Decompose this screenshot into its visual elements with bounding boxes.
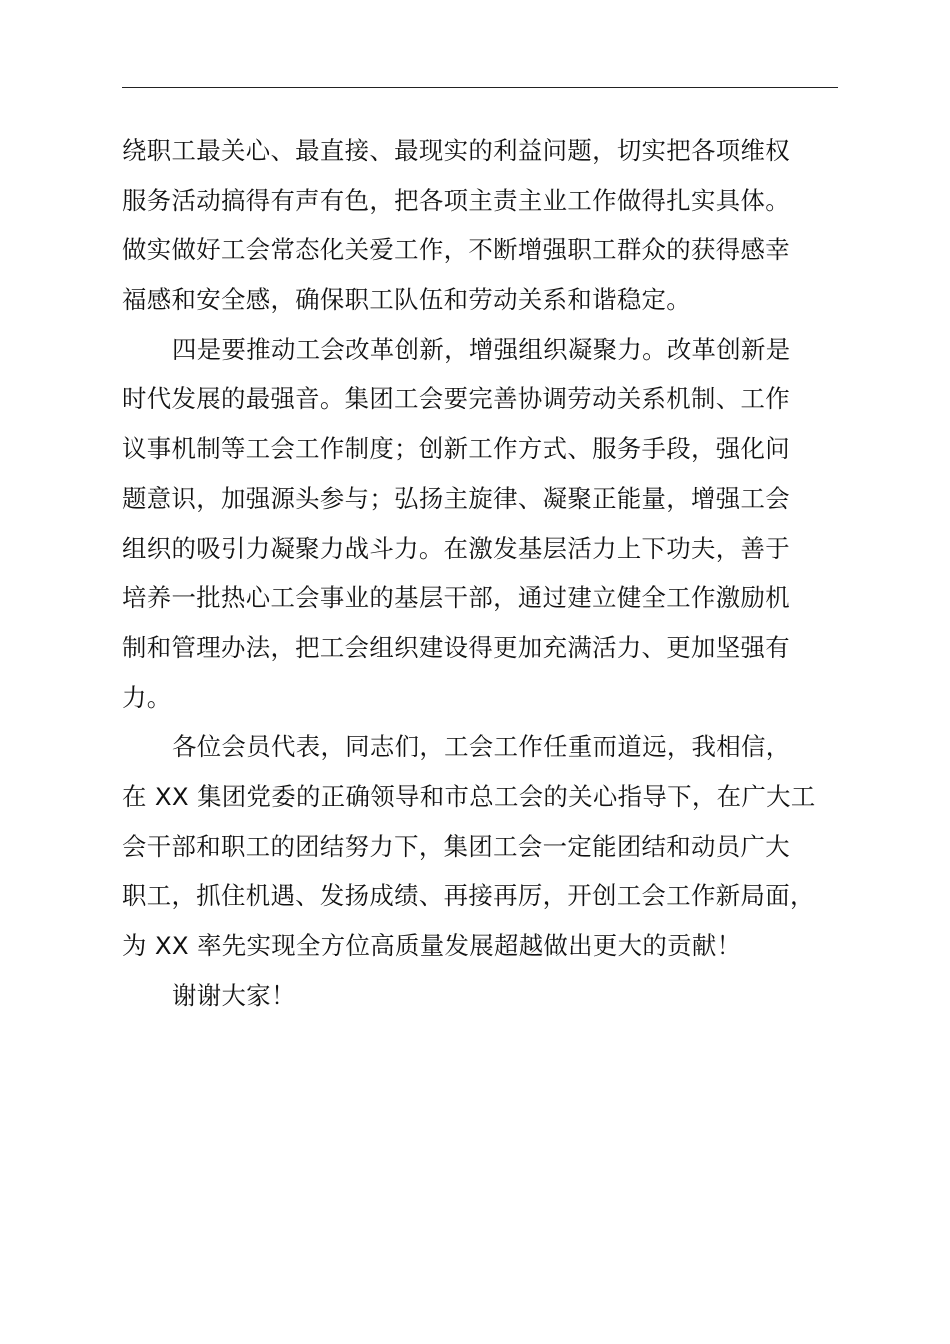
text-line: 制和管理办法，把工会组织建设得更加充满活力、更加坚强有 — [122, 632, 790, 662]
text-line: 做实做好工会常态化关爱工作，不断增强职工群众的获得感幸 — [122, 235, 790, 265]
paragraph-start-line: 四是要推动工会改革创新，增强组织凝聚力。改革创新是 — [172, 334, 791, 364]
text-line: 服务活动搞得有声有色，把各项主责主业工作做得扎实具体。 — [122, 185, 790, 215]
text-line: 时代发展的最强音。集团工会要完善协调劳动关系机制、工作 — [122, 384, 790, 414]
text-line: 福感和安全感，确保职工队伍和劳动关系和谐稳定。 — [122, 285, 692, 315]
text-line: 职工，抓住机遇、发扬成绩、再接再厉，开创工会工作新局面， — [122, 881, 815, 911]
text-line: 题意识，加强源头参与；弘扬主旋律、凝聚正能量，增强工会 — [122, 483, 790, 513]
document-body — [122, 126, 838, 1020]
header-rule — [122, 87, 838, 88]
text-line: 为 XX 率先实现全方位高质量发展超越做出更大的贡献！ — [122, 931, 742, 960]
text-line: 议事机制等工会工作制度；创新工作方式、服务手段，强化问 — [122, 434, 790, 464]
text-line: 会干部和职工的团结努力下，集团工会一定能团结和动员广大 — [122, 831, 790, 861]
closing-line: 谢谢大家！ — [172, 980, 296, 1010]
text-line: 组织的吸引力凝聚力战斗力。在激发基层活力上下功夫，善于 — [122, 533, 790, 563]
text-line: 绕职工最关心、最直接、最现实的利益问题，切实把各项维权 — [122, 136, 790, 165]
text-line: 在 XX 集团党委的正确领导和市总工会的关心指导下，在广大工 — [122, 781, 816, 811]
text-line: 力。 — [122, 682, 172, 712]
paragraph-start-line: 各位会员代表，同志们，工会工作任重而道远，我相信， — [172, 732, 791, 762]
text-line: 培养一批热心工会事业的基层干部，通过建立健全工作激励机 — [122, 583, 790, 613]
